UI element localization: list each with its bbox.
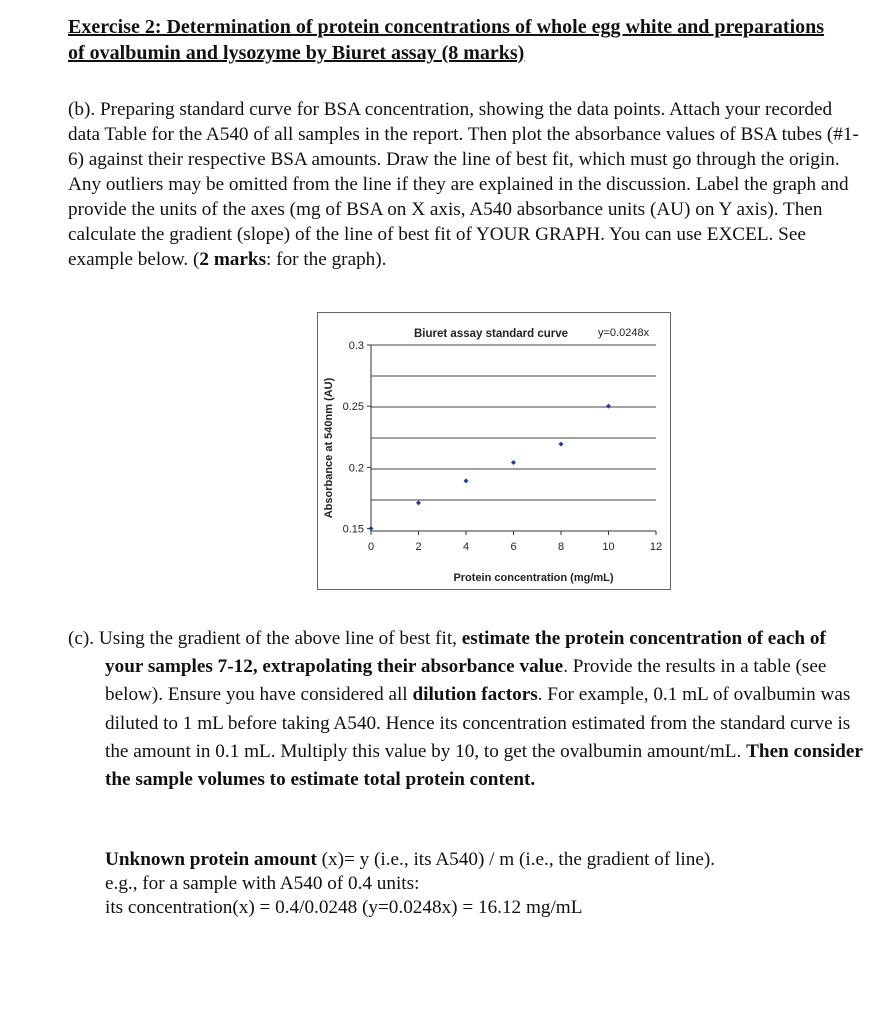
part-c-bold-1: estimate the protein concentration of each of your samples 7-12, extrapolating their absorbance value	[105, 628, 826, 678]
chart-svg	[318, 313, 670, 589]
chart-y-tick-label: 0.15	[342, 523, 364, 536]
part-b-marks: 2 marks	[199, 249, 267, 270]
formula-block	[105, 848, 865, 920]
chart-x-tick-label: 8	[557, 541, 565, 553]
part-b-paragraph	[68, 97, 868, 272]
chart-y-tick-label: 0.3	[348, 340, 364, 352]
chart-title: Biuret assay standard curve	[414, 328, 569, 340]
part-b-text-end: : for the graph).	[266, 249, 387, 270]
part-b-text: (b). Preparing standard curve for BSA concentration, showing the data points. Attach your recorded data Table for the A540 of all samples in the report. Then plot the absorbance values of BSA tubes (#1-6) against their respective BSA amounts. Draw the line of best fit, which must go through the origin. Any outliers may be omitted from the line if they are explained in the discussion. Label the graph and provide the units of the axes (mg of BSA on X axis, A540 absorbance units (AU) on Y axis). Then calculate the gradient (slope) of the line of best fit of YOUR GRAPH. You can use EXCEL. See example below. (	[68, 99, 859, 270]
exercise-title	[68, 14, 868, 66]
chart-y-tick-label: 0.2	[348, 462, 364, 475]
chart-x-tick-label: 10	[602, 541, 615, 553]
chart-data-point	[559, 442, 564, 447]
chart-data-point	[511, 460, 516, 465]
chart-equation: y=0.0248x	[598, 327, 650, 339]
chart-data-point	[464, 478, 469, 483]
formula-line-3: its concentration(x) = 0.4/0.0248 (y=0.0248x) = 16.12 mg/mL	[105, 897, 583, 918]
chart-x-tick-label: 4	[462, 541, 470, 553]
chart-data-point	[416, 500, 421, 505]
title-line-2: of ovalbumin and lysozyme by Biuret assay (8 marks)	[68, 42, 525, 64]
title-line-1: Exercise 2: Determination of protein concentrations of whole egg white and preparations	[68, 16, 825, 38]
chart-data-point	[606, 404, 611, 409]
part-c-bold-2: dilution factors	[412, 684, 538, 706]
chart-y-tick-label: 0.25	[342, 401, 364, 414]
chart-x-label: Protein concentration (mg/mL)	[453, 572, 614, 584]
formula-bold: Unknown protein amount	[105, 849, 317, 870]
part-c-bold-3: Then consider the sample volumes to estimate total protein content.	[105, 740, 863, 791]
chart-x-tick-label: 2	[415, 541, 422, 553]
part-c-paragraph	[68, 625, 863, 794]
formula-line-1-rest: (x)= y (i.e., its A540) / m (i.e., the gradient of line).	[316, 849, 716, 870]
chart-y-label: Absorbance at 540nm (AU)	[323, 377, 335, 519]
part-c-mid-1: . Provide the results in a table (see below). Ensure you have considered all	[105, 656, 827, 706]
part-c-intro: (c). Using the gradient of the above line of best fit,	[68, 628, 462, 649]
formula-line-2: e.g., for a sample with A540 of 0.4 units:	[105, 873, 420, 894]
part-c-mid-2: . For example, 0.1 mL of ovalbumin was diluted to 1 mL before taking A540. Hence its concentration estimated from the standard curve is the amount in 0.1 mL. Multiply this value by 10, to get the ovalbumin amount/mL.	[105, 684, 851, 762]
standard-curve-chart	[317, 312, 671, 590]
chart-x-tick-label: 6	[510, 541, 517, 553]
chart-x-tick-label: 12	[649, 541, 663, 553]
chart-data-point	[369, 526, 374, 531]
formula-line-1	[105, 848, 865, 872]
chart-x-tick-label: 0	[367, 541, 375, 553]
